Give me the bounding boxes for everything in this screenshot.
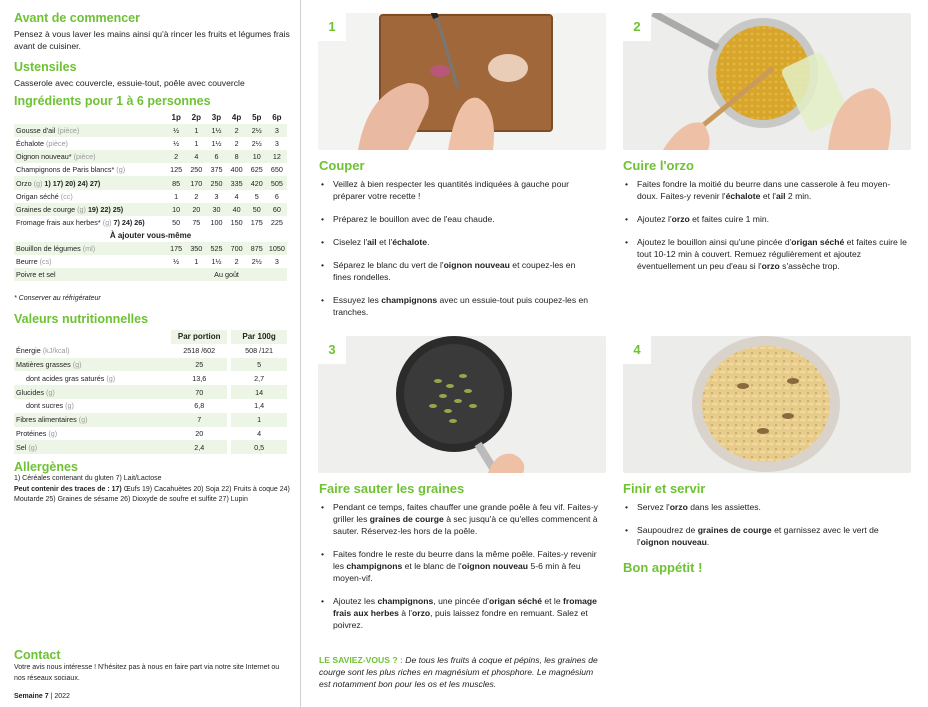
ingredient-value: 1 (174, 191, 179, 201)
nutrition-table (14, 330, 287, 454)
nutrient-name: dont acides gras saturés (26, 373, 105, 383)
ingredient-value: 4 (186, 150, 206, 163)
step-3-item: • Pendant ce temps, faites chauffer une grande poêle à feu vif. Faites-y griller les graines de courge à sec jusqu'à ce qu'elles commencent à sauter. Réservez-les hors de la poêle. (319, 501, 605, 537)
ingredient-name-cell (14, 190, 166, 203)
ingredient-value: 8 (227, 150, 247, 163)
traces-text: Œufs 19) Cacahuètes 20) Soja 22) Fruits à coque 24) Moutarde 25) Graines de sésame 26) Dioxyde de soufre et sulfite 27) Lupin (14, 485, 290, 503)
portion-header: 2p (191, 113, 201, 123)
nutrition-row (14, 413, 287, 427)
traces-label: Peut contenir des traces de : 17) (14, 485, 122, 493)
ingredient-value: 1½ (211, 139, 222, 149)
nutrition-row (14, 440, 287, 454)
step-4-title: Finir et servir (623, 481, 706, 496)
ingredient-value: 60 (267, 203, 287, 216)
ingredient-name: Échalote (16, 139, 44, 149)
ingredient-value: 400 (230, 165, 243, 175)
ingredient-value: 525 (206, 242, 226, 255)
contact-text: Votre avis nous intéresse ! N'hésitez pas à nous en faire part via notre site Internet ou nos réseaux sociaux. (14, 664, 280, 682)
ingredient-value: 2 (234, 257, 239, 267)
portion-header: 6p (272, 113, 282, 123)
nutrient-name: Glucides (16, 387, 44, 397)
ingredient-value: 75 (192, 217, 201, 227)
ingredient-unit: (pièce) (45, 139, 68, 149)
ingredient-value: 3 (274, 139, 279, 149)
nutrient-per-portion: 13,6 (192, 373, 207, 383)
step-2-title: Cuire l'orzo (623, 158, 694, 173)
ingredient-value: 1050 (267, 242, 287, 255)
ingredient-value: 170 (186, 176, 206, 189)
nutrient-per-portion: 6,8 (194, 401, 205, 411)
a-ajouter-label: À ajouter vous-même (14, 229, 287, 242)
nutrient-name-cell (14, 413, 171, 427)
avant-text: Pensez à vous laver les mains ainsi qu'à rincer les fruits et légumes frais avant de cuisiner. (14, 29, 290, 51)
ingredient-value: 5 (254, 191, 259, 201)
ingredient-unit: (g) (77, 204, 86, 214)
portion-header: 1p (171, 113, 181, 123)
ingredient-name-cell (14, 268, 166, 281)
ingredient-name: Oignon nouveau* (16, 152, 72, 162)
ingredients-title: Ingrédients pour 1 à 6 personnes (14, 94, 211, 108)
ingredients-table (14, 111, 287, 281)
step-2-item: • Ajoutez le bouillon ainsi qu'une pincée d'origan séché et faites cuire le tout 10-12 min à couvert. Remuez régulièrement et ajoutez éventuellement un peu d'eau si l'orzo s'assèche trop. (623, 236, 907, 272)
ingredient-allergens: 19) 22) 25) (87, 204, 124, 214)
nutrient-name: Protéines (16, 428, 47, 438)
step-4-item: • Servez l'orzo dans les assiettes. (623, 501, 907, 513)
ingredient-name: Gousse d'ail (16, 126, 56, 136)
ingredient-row (14, 150, 287, 163)
step-1-item: • Veillez à bien respecter les quantités indiquées à gauche pour préparer votre recette ! (319, 178, 591, 202)
ingredient-value: 2 (166, 150, 186, 163)
saviez-label: LE SAVIEZ-VOUS ? : (319, 655, 403, 665)
ingredient-value: 3 (214, 191, 219, 201)
ingredient-value: 2½ (251, 257, 262, 267)
ingredient-value: 150 (230, 217, 243, 227)
ingredient-value: 30 (206, 203, 226, 216)
nutrient-name: Sel (16, 442, 27, 452)
ingredient-value: 100 (210, 217, 223, 227)
ingredient-value: 2 (234, 139, 239, 149)
ingredient-name: Bouillon de légumes (16, 243, 81, 253)
step-3-photo (318, 336, 606, 473)
nutrient-unit: (g) (72, 359, 82, 369)
ingredient-unit: (pièce) (73, 152, 96, 162)
ingredient-value: 175 (166, 242, 186, 255)
cutting-board-image (318, 13, 606, 150)
step-1-item: • Essuyez les champignons avec un essuie-tout puis coupez-les en tranches. (319, 294, 591, 318)
nutrient-per-portion: 70 (171, 385, 227, 399)
valeurs-title: Valeurs nutritionnelles (14, 312, 149, 326)
ingredient-value: 225 (270, 217, 283, 227)
ingredient-value: 20 (186, 203, 206, 216)
nutrient-per-100g: 4 (257, 428, 262, 438)
ingredient-value: 625 (250, 165, 263, 175)
ingredient-value: 1½ (206, 124, 226, 137)
nutrient-per-100g: 5 (231, 358, 287, 372)
ingredient-value: ½ (173, 139, 180, 149)
nutrient-name: Fibres alimentaires (16, 415, 77, 425)
ingredient-unit: (pièce) (57, 126, 80, 136)
ingredient-name-cell (14, 137, 166, 150)
step-3-title: Faire sauter les graines (319, 481, 465, 496)
ingredient-name-cell (14, 124, 166, 137)
ingredient-name: Poivre et sel (16, 270, 56, 280)
ingredient-name-cell (14, 255, 166, 268)
allergenes-title: Allergènes (14, 460, 78, 474)
nutrition-header (14, 330, 287, 344)
ingredient-name-cell (14, 163, 166, 176)
ingredient-value: 335 (227, 176, 247, 189)
portion-header: 3p (211, 113, 222, 123)
ingredient-value: 1 (194, 139, 199, 149)
ustensiles-text: Casserole avec couvercle, essuie-tout, poêle avec couvercle (14, 78, 245, 88)
ingredient-name-cell (14, 242, 166, 255)
ingredient-row (14, 124, 287, 137)
step-3-item: • Faites fondre le reste du beurre dans la même poêle. Faites-y revenir les champignons et le blanc de l'oignon nouveau 5-6 min à feu moyen-vif. (319, 548, 605, 584)
bon-appetit: Bon appétit ! (623, 560, 703, 575)
nutrition-row (14, 385, 287, 399)
ingredient-value: 350 (186, 242, 206, 255)
step-2-item: • Faites fondre la moitié du beurre dans une casserole à feu moyen-doux. Faites-y revenir l'échalote et l'ail 2 min. (623, 178, 907, 202)
plate-orzo-image (623, 336, 911, 473)
nutrient-unit: (g) (78, 415, 88, 425)
ingredient-row (14, 176, 287, 189)
ingredient-value: 1 (194, 257, 199, 267)
ingredient-value: 2½ (251, 139, 262, 149)
step-3-list (319, 501, 605, 642)
nutrient-name-cell (14, 344, 171, 358)
ingredient-value: 4 (234, 191, 239, 201)
portions-header (14, 111, 287, 124)
ingredient-value: 85 (166, 176, 186, 189)
nutrient-name: dont sucres (26, 401, 64, 411)
ingredient-row (14, 203, 287, 216)
step-3-number: 3 (318, 336, 346, 364)
ingredient-name: Fromage frais aux herbes* (16, 217, 101, 227)
ingredient-value: 1 (186, 124, 206, 137)
ingredient-allergens: 7) 24) 26) (113, 217, 145, 227)
ingredient-value: 2 (194, 191, 199, 201)
nutrient-unit: (g) (48, 428, 58, 438)
nutrient-name: Matières grasses (16, 359, 71, 369)
step-1-list (319, 178, 591, 329)
ingredient-name: Champignons de Paris blancs* (16, 165, 115, 175)
nutrient-per-100g: 1,4 (254, 401, 265, 411)
nutrient-per-100g: 0,5 (231, 440, 287, 454)
step-4-photo (623, 336, 911, 473)
nutrition-row (14, 344, 287, 358)
ingredient-row (14, 216, 287, 229)
per-portion-header: Par portion (171, 330, 227, 344)
nutrient-name-cell (14, 399, 171, 413)
ingredient-value: 375 (210, 165, 223, 175)
saviez-vous (319, 654, 607, 690)
nutrient-per-100g: 14 (231, 385, 287, 399)
step-1-item: • Séparez le blanc du vert de l'oignon nouveau et coupez-les en fines rondelles. (319, 259, 591, 283)
ingredient-unit: (g) (102, 217, 112, 227)
ingredient-value: 505 (267, 176, 287, 189)
ingredient-value: 3 (274, 257, 279, 267)
nutrient-per-portion: 20 (195, 428, 204, 438)
ingredient-value: 50 (247, 203, 267, 216)
a-ajouter-row (14, 229, 287, 242)
ingredient-value: 1½ (211, 257, 222, 267)
nutrient-name-cell (14, 385, 171, 399)
allergenes-line1: 1) Céréales contenant du gluten 7) Lait/Lactose (14, 475, 162, 482)
step-1-item: • Ciselez l'ail et l'échalote. (319, 236, 591, 248)
per-100g-header: Par 100g (231, 330, 287, 344)
ingredient-value: 10 (247, 150, 267, 163)
step-4-item: • Saupoudrez de graines de courge et garnissez avec le vert de l'oignon nouveau. (623, 524, 907, 548)
step-2-number: 2 (623, 13, 651, 41)
nutrient-name-cell (14, 440, 171, 454)
ingredient-value: 250 (190, 165, 203, 175)
nutrient-unit: (g) (106, 373, 116, 383)
ingredient-name-cell (14, 150, 166, 163)
nutrient-name-cell (14, 427, 171, 441)
ingredient-name: Graines de courge (16, 204, 76, 214)
ingredient-value: 700 (227, 242, 247, 255)
portion-header: 5p (252, 113, 262, 123)
ingredient-allergens: 1) 17) 20) 24) 27) (44, 178, 101, 188)
nutrition-row (14, 427, 287, 441)
nutrient-unit: (kJ/kcal) (42, 346, 70, 356)
nutrient-per-100g: 1 (231, 413, 287, 427)
step-4-list (623, 501, 907, 559)
step-3-item: • Ajoutez les champignons, une pincée d'origan séché et le fromage frais aux herbes à l'orzo, puis laissez fondre en remuant. Salez et poivrez. (319, 595, 605, 631)
ingredients-panel (0, 0, 301, 707)
ingredient-value: ½ (166, 124, 186, 137)
step-2-item: • Ajoutez l'orzo et faites cuire 1 min. (623, 213, 907, 225)
ingredient-row (14, 268, 287, 281)
step-2-photo (623, 13, 911, 150)
step-1-photo (318, 13, 606, 150)
year: 2022 (54, 693, 70, 700)
nutrient-unit: (g) (45, 387, 55, 397)
ingredient-row (14, 137, 287, 150)
ingredient-value: 10 (166, 203, 186, 216)
ingredient-name-cell (14, 203, 166, 216)
allergenes-text (14, 474, 296, 506)
ingredient-value: 125 (170, 165, 183, 175)
ingredient-value: 6 (274, 191, 279, 201)
ingredient-row (14, 255, 287, 268)
step-2-list (623, 178, 907, 283)
pan-seeds-image (318, 336, 606, 473)
ingredient-value: 50 (172, 217, 181, 227)
ingredient-row (14, 163, 287, 176)
ingredient-value: 2 (227, 124, 247, 137)
ingredient-value: 420 (247, 176, 267, 189)
ingredient-value: 6 (206, 150, 226, 163)
step-1-number: 1 (318, 13, 346, 41)
ingredient-unit: (ml) (82, 243, 96, 253)
nutrition-row (14, 371, 287, 385)
ingredient-value: Au goût (166, 268, 287, 281)
ingredient-name: Orzo (16, 178, 32, 188)
ingredient-value: 12 (267, 150, 287, 163)
ingredient-value: 875 (247, 242, 267, 255)
nutrient-per-portion: 2,4 (171, 440, 227, 454)
ingredient-value: 40 (227, 203, 247, 216)
pot-orzo-image (623, 13, 911, 150)
nutrient-per-portion: 25 (171, 358, 227, 372)
contact-title: Contact (14, 648, 61, 662)
nutrition-row (14, 399, 287, 413)
ingredient-row (14, 242, 287, 255)
ingredient-name-cell (14, 216, 166, 229)
nutrient-per-100g: 2,7 (254, 373, 265, 383)
nutrient-name-cell (14, 358, 171, 372)
ingredient-value: 175 (250, 217, 263, 227)
portion-header: 4p (231, 113, 242, 123)
ingredient-unit: (g) (33, 178, 43, 188)
footnote: * Conserver au réfrigérateur (14, 295, 101, 302)
ingredient-value: 650 (270, 165, 283, 175)
nutrient-name: Énergie (16, 346, 41, 356)
nutrition-row (14, 358, 287, 372)
semaine: Semaine 7 (14, 693, 49, 700)
nutrient-unit: (g) (28, 442, 38, 452)
ingredient-value: 2½ (247, 124, 267, 137)
step-4-number: 4 (623, 336, 651, 364)
ingredient-unit: (cs) (39, 257, 52, 267)
nutrient-name-cell (14, 371, 171, 385)
nutrient-unit: (g) (65, 401, 74, 411)
step-1-item: • Préparez le bouillon avec de l'eau chaude. (319, 213, 591, 225)
ingredient-name: Origan séché (16, 191, 59, 201)
nutrient-per-portion: 7 (171, 413, 227, 427)
nutrient-per-portion: 2518 /602 (183, 346, 216, 356)
step-1-title: Couper (319, 158, 365, 173)
ingredient-value: ½ (173, 257, 180, 267)
ingredient-row (14, 190, 287, 203)
week-label: Semaine 7 | 2022 (14, 693, 70, 700)
nutrient-per-100g: 508 /121 (245, 346, 274, 356)
saviez-text: De tous les fruits à coque et pépins, les graines de courge sont les plus riches en magnésium et phosphore. Le magnésium est notamment bon pour les os et les muscles. (319, 655, 598, 689)
ingredient-value: 250 (206, 176, 226, 189)
ustensiles-title: Ustensiles (14, 60, 77, 74)
ingredient-unit: (g) (116, 165, 126, 175)
ingredient-name-cell (14, 176, 166, 189)
ingredient-value: 3 (267, 124, 287, 137)
avant-title: Avant de commencer (14, 11, 140, 25)
ingredient-name: Beurre (16, 257, 38, 267)
ingredient-unit: (cc) (60, 191, 73, 201)
